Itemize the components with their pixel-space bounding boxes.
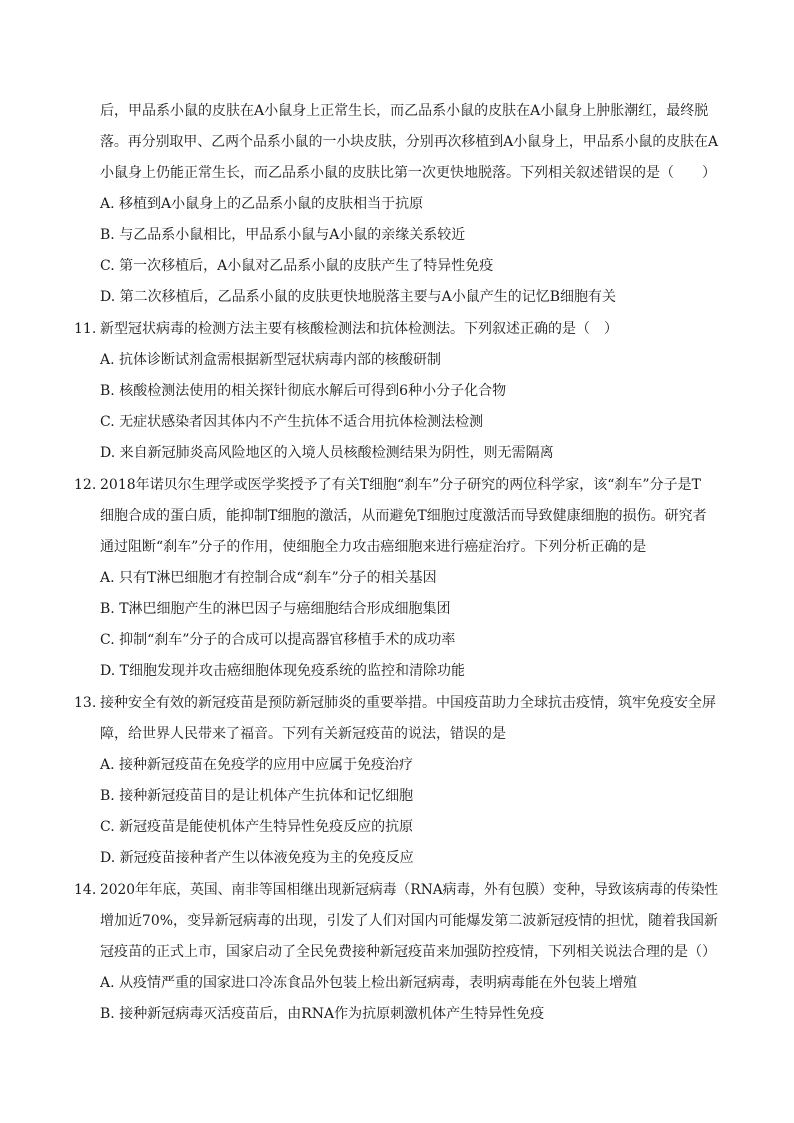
q12-number: 12. [74,477,97,493]
q14-stem-line: 14. 2020年年底，英国、南非等国相继出现新冠病毒（RNA病毒，外有包膜）变种，导致该病毒的传染性 [0,879,794,901]
q10-option-c: C. 第一次移植后，A小鼠对乙品系小鼠的皮肤产生了特异性免疫 [100,258,494,274]
q13-option-a: A. 接种新冠疫苗在免疫学的应用中应属于免疫治疗 [100,757,414,773]
q12-option-c: C. 抑制“刹车”分子的合成可以提高器官移植手术的成功率 [100,632,456,648]
q10-option-a: A. 移植到A小鼠身上的乙品系小鼠的皮肤相当于抗原 [100,196,424,212]
q12-option-d: D. T细胞发现并攻击癌细胞体现免疫系统的监控和清除功能 [100,663,465,679]
q11-option-b: B. 核酸检测法使用的相关探针彻底水解后可得到6种小分子化合物 [100,383,507,399]
q10-stem-line: 落。再分别取甲、乙两个品系小鼠的一小块皮肤，分别再次移植到A小鼠身上，甲品系小鼠的皮肤在A [100,134,718,150]
q13-option-c: C. 新冠疫苗是能使机体产生特异性免疫反应的抗原 [100,819,414,835]
q14-stem-line: 增加近70%，变异新冠病毒的出现，引发了人们对国内可能爆发第二波新冠疫情的担忧，随着我国新 [100,913,719,929]
q11-option-a: A. 抗体诊断试剂盒需根据新型冠状病毒内部的核酸研制 [100,352,442,368]
q12-option-a: A. 只有T淋巴细胞才有控制合成“刹车”分子的相关基因 [100,570,437,586]
q12-stem-line: 细胞合成的蛋白质，能抑制T细胞的激活，从而避免T细胞过度激活而导致健康细胞的损伤。研究者 [100,508,707,524]
q12-stem-line: 12. 2018年诺贝尔生理学或医学奖授予了有关T细胞“刹车”分子研究的两位科学家，该“刹车”分子是T [0,474,794,496]
q12-stem-line: 通过阻断“刹车”分子的作用，使细胞全力攻击癌细胞来进行癌症治疗。下列分析正确的是 [100,539,647,555]
q13-stem-line: 障，给世界人民带来了福音。下列有关新冠疫苗的说法，错误的是 [100,726,506,742]
q10-stem-line: 小鼠身上仍能正常生长，而乙品系小鼠的皮肤比第一次更快地脱落。下列相关叙述错误的是（ ） [100,165,716,181]
q10-option-b: B. 与乙品系小鼠相比，甲品系小鼠与A小鼠的亲缘关系较近 [100,227,466,243]
q14-stem-line: 冠疫苗的正式上市，国家启动了全民免费接种新冠疫苗来加强防控疫情，下列相关说法合理的是（） [100,944,716,960]
q14-option-a: A. 从疫情严重的国家进口冷冻食品外包装上检出新冠病毒，表明病毒能在外包装上增殖 [100,975,638,991]
q12-option-b: B. T淋巴细胞产生的淋巴因子与癌细胞结合形成细胞集团 [100,601,451,617]
q14-number: 14. [74,882,97,898]
q11-number: 11. [74,321,97,337]
q11-option-c: C. 无症状感染者因其体内不产生抗体不适合用抗体检测法检测 [100,414,484,430]
q10-stem-line: 后，甲品系小鼠的皮肤在A小鼠身上正常生长，而乙品系小鼠的皮肤在A小鼠身上肿胀潮红，最终脱 [100,103,709,119]
q10-option-d: D. 第二次移植后，乙品系小鼠的皮肤更快地脱落主要与A小鼠产生的记忆B细胞有关 [100,289,617,305]
q14-option-b: B. 接种新冠病毒灭活疫苗后，由RNA作为抗原刺激机体产生特异性免疫 [100,1006,545,1022]
q13-option-b: B. 接种新冠疫苗目的是让机体产生抗体和记忆细胞 [100,788,414,804]
q11-stem-line: 11. 新型冠状病毒的检测方法主要有核酸检测法和抗体检测法。下列叙述正确的是（ ） [0,318,794,340]
q11-option-d: D. 来自新冠肺炎高风险地区的入境人员核酸检测结果为阴性，则无需隔离 [100,445,554,461]
q13-number: 13. [74,695,97,711]
q13-stem-line: 13. 接种安全有效的新冠疫苗是预防新冠肺炎的重要举措。中国疫苗助力全球抗击疫情，筑牢免疫安全屏 [0,692,794,714]
q13-option-d: D. 新冠疫苗接种者产生以体液免疫为主的免疫反应 [100,850,414,866]
